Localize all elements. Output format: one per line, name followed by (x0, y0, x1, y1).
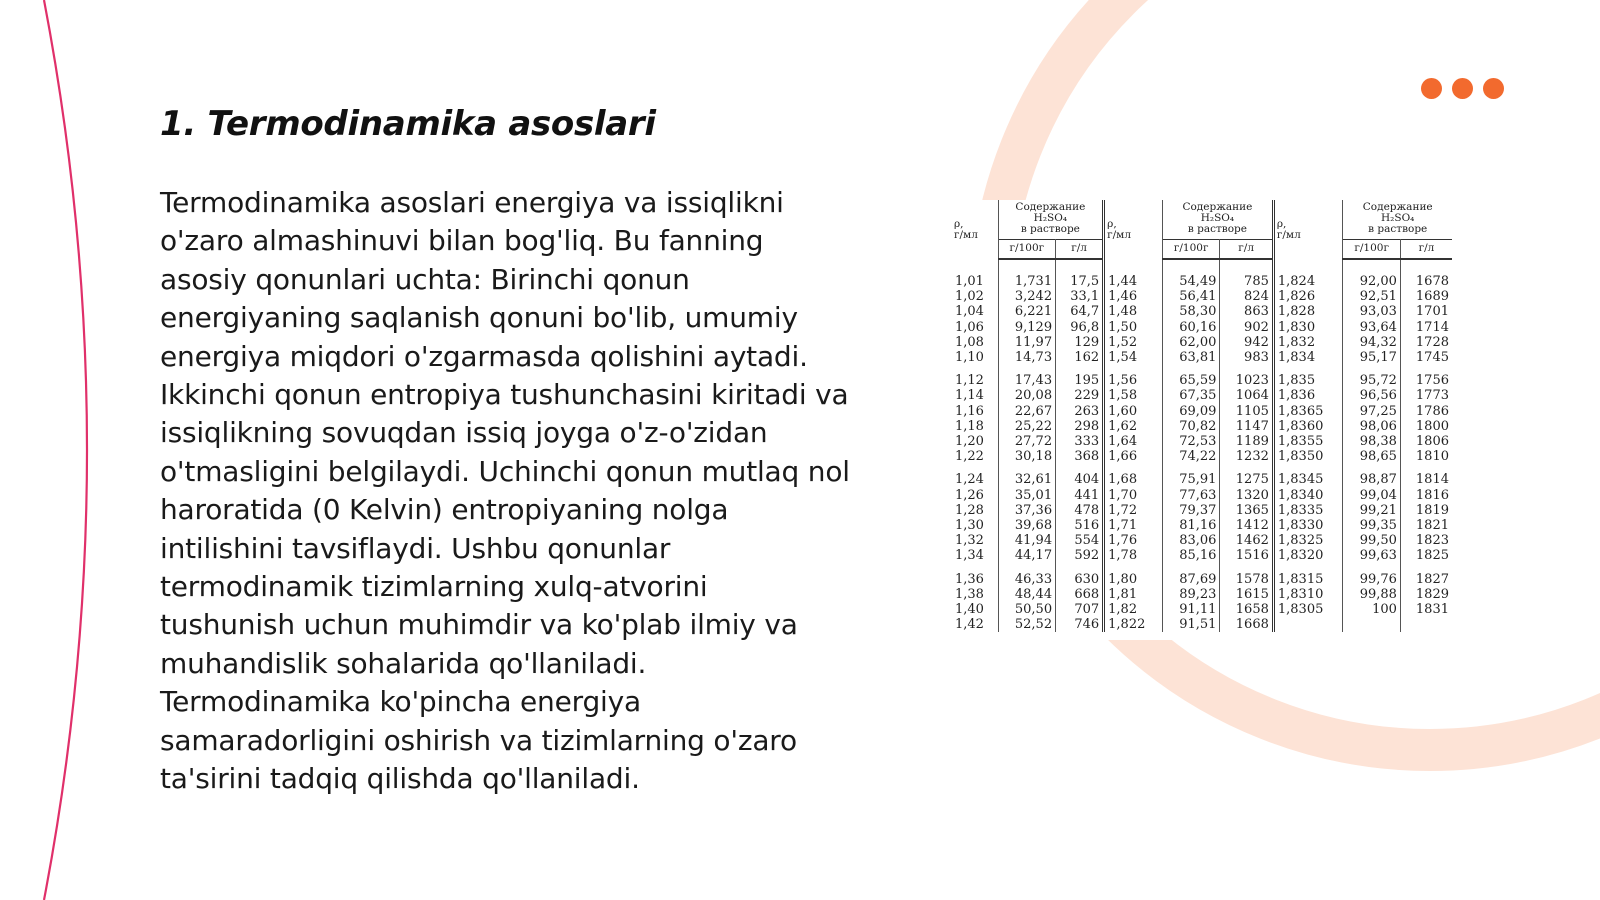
table-row (952, 335, 1452, 350)
density-cell: 1,08 (952, 335, 998, 350)
gl-cell: 333 (1056, 434, 1104, 449)
gl-cell: 554 (1056, 533, 1104, 548)
gl-cell: 1786 (1415, 403, 1449, 419)
g100g-cell: 99,88 (1343, 587, 1401, 602)
density-cell: 1,62 (1104, 419, 1163, 434)
density-cell: 1,76 (1104, 533, 1163, 548)
table-row (952, 434, 1452, 449)
gl-cell: 630 (1056, 564, 1104, 587)
table-row (952, 548, 1452, 563)
g100g-cell: 20,08 (998, 388, 1056, 403)
table-row (952, 388, 1452, 403)
gl-cell: 1578 (1220, 564, 1273, 587)
table-row (952, 350, 1452, 365)
g100g-cell: 52,52 (998, 617, 1056, 632)
density-cell: 1,81 (1104, 587, 1163, 602)
rho-header: ρ, г/мл (1273, 200, 1343, 259)
gl-cell: 229 (1056, 388, 1104, 403)
g100g-cell: 35,01 (998, 488, 1056, 503)
g100g-cell: 14,73 (998, 350, 1056, 365)
g100g-cell: 95,17 (1343, 350, 1401, 365)
density-cell: 1,54 (1104, 350, 1163, 365)
g100g-cell: 62,00 (1162, 335, 1220, 350)
content-group-header: Содержание H₂SO₄ в растворе (998, 200, 1104, 240)
density-cell: 1,50 (1104, 320, 1163, 335)
density-cell: 1,60 (1104, 404, 1163, 419)
gl-cell: 1320 (1220, 488, 1273, 503)
table-row (952, 464, 1452, 487)
slide-body-text: Termodinamika asoslari energiya va issiqlikni o'zaro almashinuvi bilan bog'liq. Bu fanning asosiy qonunlari uchta: Birinchi qonun energiyaning saqlanish qonuni bo'lib, umumiy energiya miqdori o'zgarmasda qolishini aytadi. Ikkinchi qonun entropiya tushunchasini kiritadi va issiqlikning sovuqdan issiq joyga o'z-o'zidan o'tmasligini belgilaydi. Uchinchi qonun mutlaq nol haroratida (0 Kelvin) entropiyaning nolga intilishini tavsiflaydi. Ushbu qonunlar termodinamik tizimlarning xulq-atvorini tushunish uchun muhimdir va ko'plab ilmiy va muhandislik sohalarida qo'llaniladi. Termodinamika ko'pincha energiya samaradorligini oshirish va tizimlarning o'zaro ta'sirini tadqiq qilishda qo'llaniladi. (160, 186, 850, 796)
density-cell: 1,8330 (1273, 518, 1343, 533)
density-cell: 1,14 (952, 388, 998, 403)
g100g-cell: 93,03 (1343, 304, 1401, 319)
g100g-cell: 99,35 (1343, 518, 1401, 533)
g100g-cell: 85,16 (1162, 548, 1220, 563)
gl-cell: 1756 (1415, 373, 1449, 389)
density-cell: 1,36 (952, 564, 998, 587)
g100g-cell: 44,17 (998, 548, 1056, 563)
gl-cell: 863 (1220, 304, 1273, 319)
table-row (952, 320, 1452, 335)
density-cell: 1,835 (1273, 365, 1343, 388)
g100g-cell: 6,221 (998, 304, 1056, 319)
gl-cell: 1275 (1220, 464, 1273, 487)
g100g-cell: 92,00 (1343, 259, 1401, 289)
density-cell: 1,78 (1104, 548, 1163, 563)
density-cell: 1,26 (952, 488, 998, 503)
gl-cell: 824 (1220, 289, 1273, 304)
density-cell: 1,24 (952, 464, 998, 487)
gl-cell: 1189 (1220, 434, 1273, 449)
g100g-cell: 56,41 (1162, 289, 1220, 304)
gl-cell: 1745 (1415, 350, 1449, 366)
g100g-cell: 99,04 (1343, 488, 1401, 503)
gl-cell: 983 (1220, 350, 1273, 365)
g100g-cell: 39,68 (998, 518, 1056, 533)
g100g-cell: 97,25 (1343, 404, 1401, 419)
g100g-cell: 37,36 (998, 503, 1056, 518)
g100g-cell: 99,21 (1343, 503, 1401, 518)
g100g-cell: 60,16 (1162, 320, 1220, 335)
g100g-cell: 11,97 (998, 335, 1056, 350)
gl-cell: 1814 (1415, 472, 1449, 488)
g100g-cell: 91,51 (1162, 617, 1220, 632)
gl-cell: 33,1 (1056, 289, 1104, 304)
density-cell: 1,8325 (1273, 533, 1343, 548)
g100g-cell: 3,242 (998, 289, 1056, 304)
gl-cell: 668 (1056, 587, 1104, 602)
g100g-cell: 50,50 (998, 602, 1056, 617)
g100g-cell: 81,16 (1162, 518, 1220, 533)
table-row (952, 533, 1452, 548)
gl-cell: 1689 (1415, 289, 1449, 305)
table-row (952, 518, 1452, 533)
table-row (952, 259, 1452, 289)
gl-cell: 1064 (1220, 388, 1273, 403)
gl-cell: 195 (1056, 365, 1104, 388)
gl-cell: 17,5 (1056, 259, 1104, 289)
density-cell: 1,8305 (1273, 602, 1343, 617)
dot-icon (1452, 78, 1473, 99)
rho-header: ρ, г/мл (952, 200, 998, 259)
density-cell: 1,30 (952, 518, 998, 533)
content-group-header: Содержание H₂SO₄ в растворе (1162, 200, 1273, 240)
gl-cell: 129 (1056, 335, 1104, 350)
density-cell: 1,72 (1104, 503, 1163, 518)
density-cell: 1,8320 (1273, 548, 1343, 563)
gl-cell: 404 (1056, 464, 1104, 487)
density-cell: 1,68 (1104, 464, 1163, 487)
g100g-cell: 65,59 (1162, 365, 1220, 388)
decorative-dots (1421, 78, 1504, 99)
g100g-cell: 74,22 (1162, 449, 1220, 464)
g100g-cell: 92,51 (1343, 289, 1401, 304)
density-cell: 1,8350 (1273, 449, 1343, 464)
density-table-image (952, 200, 1452, 640)
gl-cell: 1816 (1415, 487, 1449, 503)
table-row (952, 419, 1452, 434)
g100g-cell: 99,50 (1343, 533, 1401, 548)
gl-cell: 96,8 (1056, 320, 1104, 335)
density-cell: 1,46 (1104, 289, 1163, 304)
density-cell: 1,06 (952, 320, 998, 335)
density-cell: 1,824 (1273, 259, 1343, 289)
col-header-g100g: г/100г (1162, 240, 1220, 260)
g100g-cell: 32,61 (998, 464, 1056, 487)
density-cell: 1,52 (1104, 335, 1163, 350)
g100g-cell: 99,76 (1343, 564, 1401, 587)
gl-cell: 1365 (1220, 503, 1273, 518)
table-row (952, 503, 1452, 518)
g100g-cell: 69,09 (1162, 404, 1220, 419)
g100g-cell: 17,43 (998, 365, 1056, 388)
g100g-cell: 98,65 (1343, 449, 1401, 464)
density-cell: 1,8335 (1273, 503, 1343, 518)
density-cell: 1,56 (1104, 365, 1163, 388)
g100g-cell: 1,731 (998, 259, 1056, 289)
gl-cell: 1714 (1415, 319, 1449, 335)
density-cell: 1,22 (952, 449, 998, 464)
density-cell: 1,66 (1104, 449, 1163, 464)
gl-cell: 1701 (1415, 304, 1449, 320)
density-cell: 1,834 (1273, 350, 1343, 365)
g100g-cell: 77,63 (1162, 488, 1220, 503)
g100g-cell: 98,87 (1343, 464, 1401, 487)
gl-cell: 1023 (1220, 365, 1273, 388)
gl-cell: 785 (1220, 259, 1273, 289)
gl-cell: 942 (1220, 335, 1273, 350)
table-row (952, 602, 1452, 617)
table-row (952, 449, 1452, 464)
g100g-cell: 87,69 (1162, 564, 1220, 587)
density-cell: 1,34 (952, 548, 998, 563)
table-row (952, 564, 1452, 587)
density-cell: 1,8310 (1273, 587, 1343, 602)
density-cell: 1,71 (1104, 518, 1163, 533)
g100g-cell: 75,91 (1162, 464, 1220, 487)
g100g-cell: 91,11 (1162, 602, 1220, 617)
g100g-cell: 96,56 (1343, 388, 1401, 403)
table-row (952, 404, 1452, 419)
g100g-cell: 98,38 (1343, 434, 1401, 449)
gl-cell: 1232 (1220, 449, 1273, 464)
g100g-cell: 25,22 (998, 419, 1056, 434)
g100g-cell: 89,23 (1162, 587, 1220, 602)
gl-cell: 1810 (1415, 449, 1449, 465)
content-group-header: Содержание H₂SO₄ в растворе (1362, 201, 1433, 235)
col-header-gl: г/л (1220, 240, 1273, 260)
gl-cell: 1827 (1415, 571, 1449, 587)
density-cell: 1,16 (952, 404, 998, 419)
gl-cell: 1668 (1220, 617, 1273, 632)
density-cell: 1,8340 (1273, 488, 1343, 503)
g100g-cell: 93,64 (1343, 320, 1401, 335)
table-body (952, 259, 1452, 632)
density-cell: 1,02 (952, 289, 998, 304)
table-row (952, 488, 1452, 503)
density-cell: 1,64 (1104, 434, 1163, 449)
gl-cell: 746 (1056, 617, 1104, 632)
g100g-cell: 41,94 (998, 533, 1056, 548)
rho-header: ρ, г/мл (1104, 200, 1163, 259)
density-cell: 1,8315 (1273, 564, 1343, 587)
gl-cell: 1831 (1415, 602, 1449, 618)
gl-cell: 64,7 (1056, 304, 1104, 319)
gl-cell: 1678 (1415, 274, 1449, 289)
density-cell: 1,8365 (1273, 404, 1343, 419)
density-cell: 1,832 (1273, 335, 1343, 350)
col-header-gl: г/л (1056, 240, 1104, 260)
gl-cell: 478 (1056, 503, 1104, 518)
gl-cell: 1829 (1415, 586, 1449, 602)
gl-cell: 263 (1056, 404, 1104, 419)
table-row (952, 617, 1452, 632)
g100g-cell (1343, 617, 1401, 632)
g100g-cell: 27,72 (998, 434, 1056, 449)
g100g-cell: 54,49 (1162, 259, 1220, 289)
gl-cell (1400, 617, 1452, 632)
gl-cell: 298 (1056, 419, 1104, 434)
gl-cell: 1412 (1220, 518, 1273, 533)
g100g-cell: 63,81 (1162, 350, 1220, 365)
gl-cell: 902 (1220, 320, 1273, 335)
gl-cell: 1658 (1220, 602, 1273, 617)
g100g-cell: 98,06 (1343, 419, 1401, 434)
density-cell: 1,70 (1104, 488, 1163, 503)
g100g-cell: 99,63 (1343, 548, 1401, 563)
g100g-cell: 79,37 (1162, 503, 1220, 518)
g100g-cell: 9,129 (998, 320, 1056, 335)
g100g-cell: 95,72 (1343, 365, 1401, 388)
g100g-cell: 58,30 (1162, 304, 1220, 319)
g100g-cell: 94,32 (1343, 335, 1401, 350)
gl-cell: 1615 (1220, 587, 1273, 602)
density-cell: 1,01 (952, 259, 998, 289)
gl-cell: 368 (1056, 449, 1104, 464)
left-accent-line (44, 0, 87, 900)
density-cell: 1,04 (952, 304, 998, 319)
col-header-g100g: г/100г (998, 240, 1056, 260)
gl-cell: 1819 (1415, 502, 1449, 518)
gl-cell: 1806 (1415, 434, 1449, 450)
density-cell: 1,8345 (1273, 464, 1343, 487)
table-row (952, 304, 1452, 319)
density-cell: 1,8360 (1273, 419, 1343, 434)
density-cell: 1,40 (952, 602, 998, 617)
g100g-cell: 46,33 (998, 564, 1056, 587)
density-cell: 1,830 (1273, 320, 1343, 335)
table-row (952, 289, 1452, 304)
gl-cell: 1147 (1220, 419, 1273, 434)
density-cell: 1,42 (952, 617, 998, 632)
g100g-cell: 48,44 (998, 587, 1056, 602)
density-cell: 1,826 (1273, 289, 1343, 304)
density-cell: 1,80 (1104, 564, 1163, 587)
g100g-cell: 72,53 (1162, 434, 1220, 449)
col-header-gl: г/л (1400, 240, 1452, 260)
gl-cell: 1773 (1415, 388, 1449, 404)
sulfuric-acid-density-table (952, 200, 1452, 632)
density-cell: 1,82 (1104, 602, 1163, 617)
density-cell (1273, 617, 1343, 632)
density-cell: 1,58 (1104, 388, 1163, 403)
density-cell: 1,38 (952, 587, 998, 602)
gl-cell: 707 (1056, 602, 1104, 617)
density-cell: 1,20 (952, 434, 998, 449)
g100g-cell: 30,18 (998, 449, 1056, 464)
g100g-cell: 70,82 (1162, 419, 1220, 434)
gl-cell: 592 (1056, 548, 1104, 563)
gl-cell: 1728 (1415, 334, 1449, 350)
density-cell: 1,836 (1273, 388, 1343, 403)
density-cell: 1,822 (1104, 617, 1163, 632)
density-cell: 1,44 (1104, 259, 1163, 289)
density-cell: 1,10 (952, 350, 998, 365)
g100g-cell: 67,35 (1162, 388, 1220, 403)
density-cell: 1,28 (952, 503, 998, 518)
density-cell: 1,828 (1273, 304, 1343, 319)
dot-icon (1483, 78, 1504, 99)
col-header-g100g: г/100г (1343, 240, 1401, 260)
gl-cell: 516 (1056, 518, 1104, 533)
gl-cell: 1821 (1415, 518, 1449, 534)
density-cell: 1,32 (952, 533, 998, 548)
gl-cell: 1462 (1220, 533, 1273, 548)
gl-cell: 1823 (1415, 533, 1449, 549)
gl-cell: 162 (1056, 350, 1104, 365)
density-cell: 1,12 (952, 365, 998, 388)
gl-cell: 1825 (1415, 548, 1449, 564)
density-cell: 1,8355 (1273, 434, 1343, 449)
density-cell: 1,48 (1104, 304, 1163, 319)
gl-cell: 1800 (1415, 418, 1449, 434)
g100g-cell: 22,67 (998, 404, 1056, 419)
gl-cell: 441 (1056, 488, 1104, 503)
table-row (952, 365, 1452, 388)
density-cell: 1,18 (952, 419, 998, 434)
slide-title: 1. Termodinamika asoslari (160, 104, 656, 144)
g100g-cell: 83,06 (1162, 533, 1220, 548)
g100g-cell: 100 (1343, 602, 1401, 617)
gl-cell: 1516 (1220, 548, 1273, 563)
dot-icon (1421, 78, 1442, 99)
gl-cell: 1105 (1220, 404, 1273, 419)
table-row (952, 587, 1452, 602)
